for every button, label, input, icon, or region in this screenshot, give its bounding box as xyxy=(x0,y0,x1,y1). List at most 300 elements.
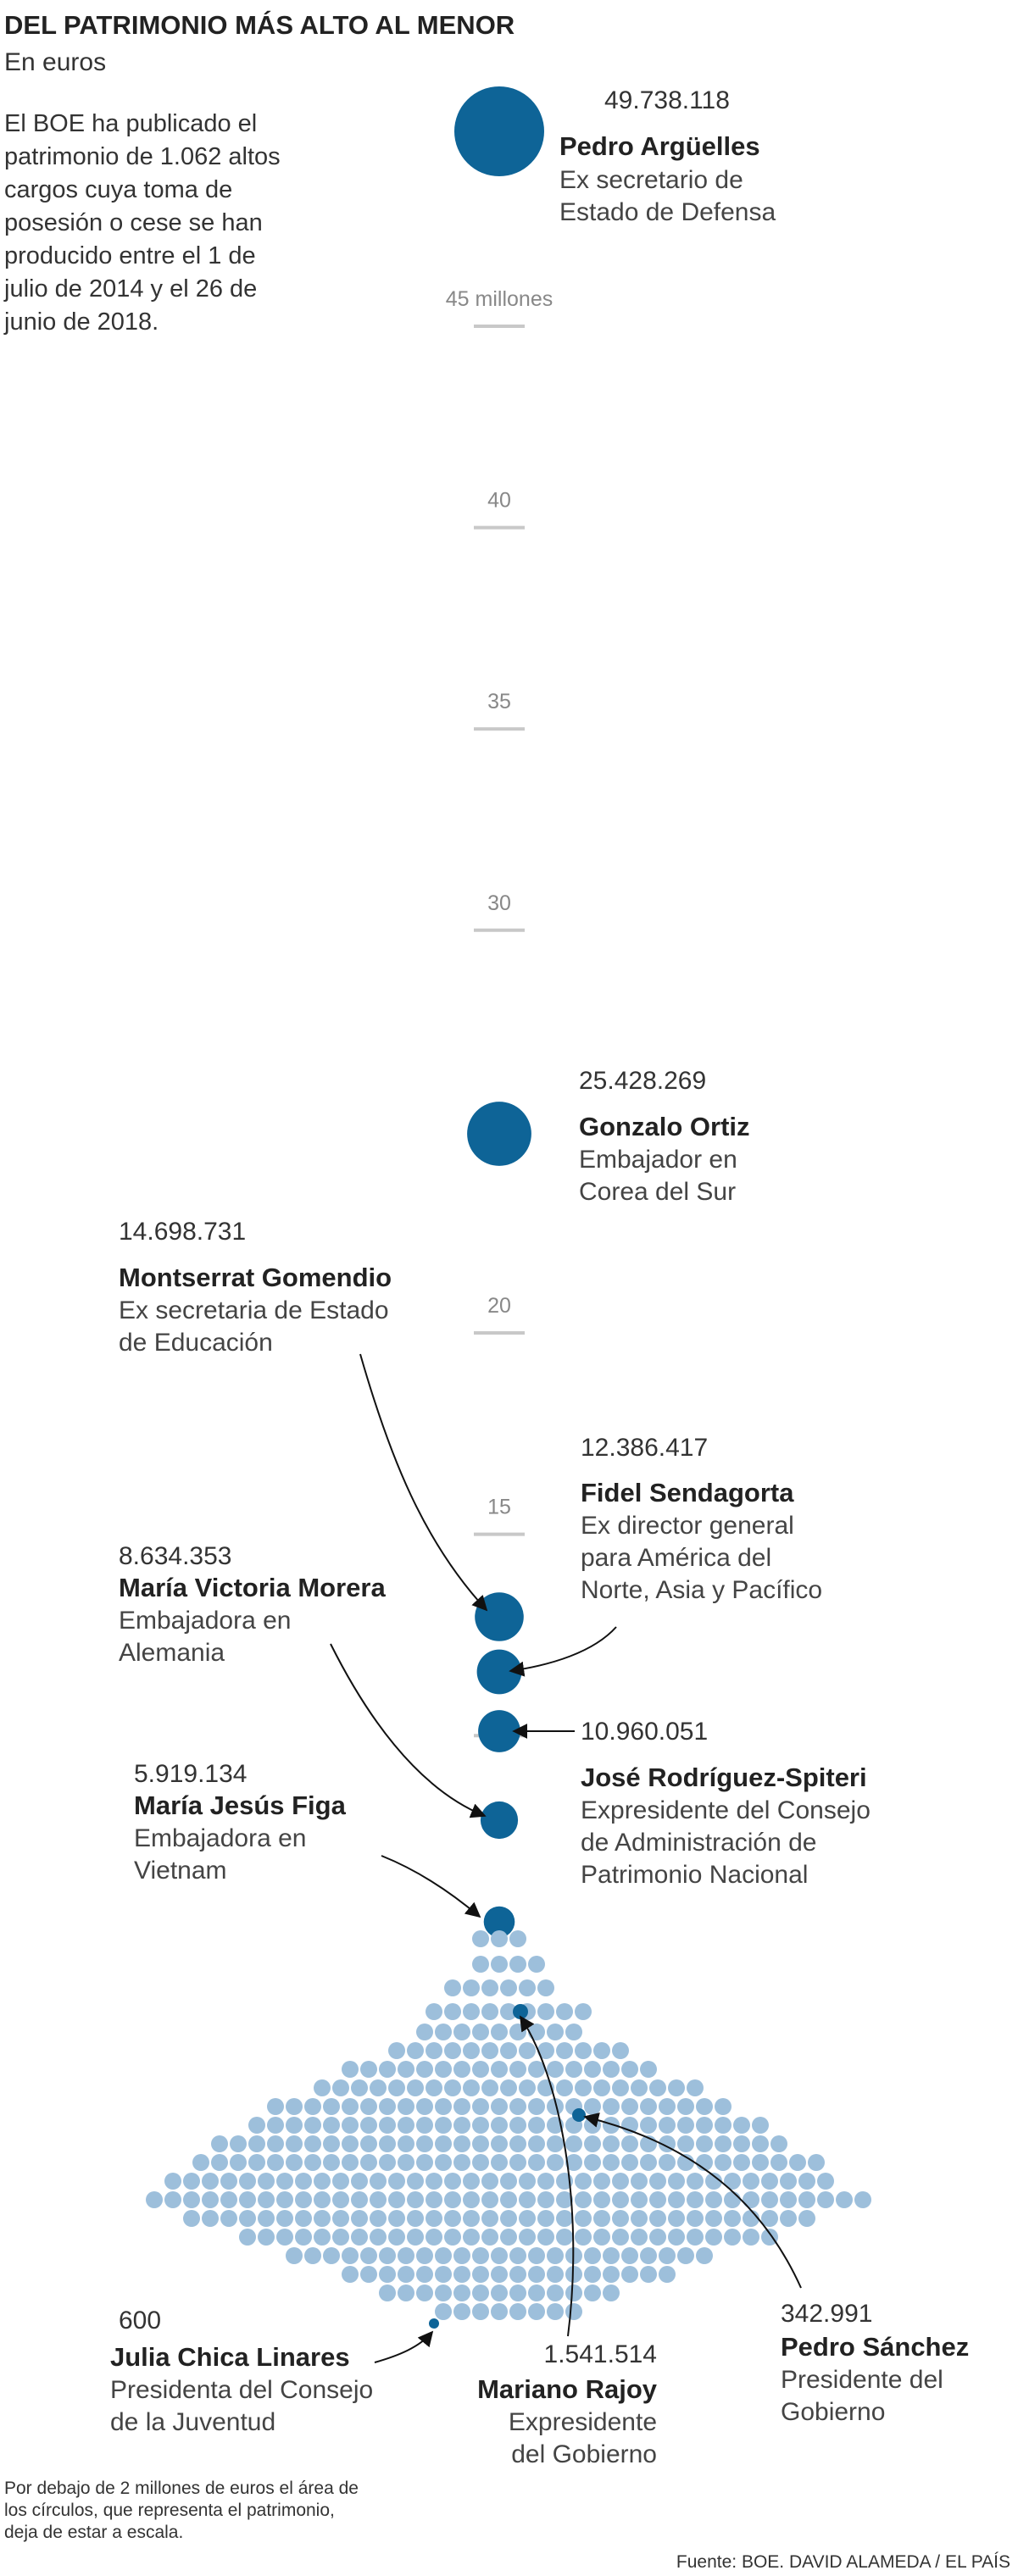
swarm-dot xyxy=(743,2173,759,2190)
swarm-dot xyxy=(752,2135,769,2152)
swarm-dot xyxy=(528,2024,545,2040)
swarm-dot xyxy=(463,2210,480,2227)
swarm-dot xyxy=(304,2098,321,2115)
intro-line: patrimonio de 1.062 altos xyxy=(4,143,281,170)
swarm-dot xyxy=(314,2229,331,2246)
swarm-dot xyxy=(416,2098,433,2115)
swarm-dot xyxy=(332,2229,349,2246)
swarm-dot xyxy=(528,2117,545,2134)
swarm-dot xyxy=(379,2117,396,2134)
person-name: Julia Chica Linares xyxy=(110,2342,350,2372)
dot-gomendio xyxy=(475,1592,524,1641)
swarm-dot xyxy=(584,2154,601,2171)
swarm-dot xyxy=(230,2154,247,2171)
person-role: Norte, Asia y Pacífico xyxy=(581,1576,823,1604)
swarm-dot xyxy=(603,2061,620,2078)
swarm-dot xyxy=(584,2135,601,2152)
swarm-dot xyxy=(286,2135,303,2152)
tick-label: 45 millones xyxy=(445,287,554,311)
swarm-dot xyxy=(472,1956,489,1973)
swarm-dot xyxy=(472,2303,489,2320)
swarm-dot xyxy=(770,2154,787,2171)
swarm-dot xyxy=(798,2173,815,2190)
swarm-dot xyxy=(267,2135,284,2152)
swarm-dot xyxy=(743,2229,759,2246)
swarm-dot xyxy=(416,2285,433,2301)
person-role: Ex secretaria de Estado xyxy=(119,1296,389,1324)
swarm-dot xyxy=(509,2098,526,2115)
swarm-dot xyxy=(435,2266,452,2283)
intro-line: producido entre el 1 de xyxy=(4,242,256,269)
swarm-dot xyxy=(612,2079,629,2096)
swarm-dot xyxy=(472,1930,489,1947)
swarm-dot xyxy=(556,2079,573,2096)
swarm-dot xyxy=(248,2117,265,2134)
swarm-dot xyxy=(593,2191,610,2208)
swarm-dot xyxy=(575,2210,592,2227)
swarm-dot xyxy=(640,2266,657,2283)
person-role: Expresidente xyxy=(508,2408,657,2436)
swarm-dots xyxy=(146,1930,871,2320)
person-role: Corea del Sur xyxy=(579,1178,737,1206)
swarm-dot xyxy=(276,2173,293,2190)
swarm-dot xyxy=(276,2229,293,2246)
swarm-dot xyxy=(342,2135,359,2152)
swarm-dot xyxy=(621,2135,638,2152)
swarm-dot xyxy=(481,1979,498,1996)
swarm-dot xyxy=(463,2079,480,2096)
swarm-dot xyxy=(239,2229,256,2246)
swarm-dot xyxy=(584,2061,601,2078)
swarm-dot xyxy=(360,2154,377,2171)
swarm-dot xyxy=(258,2191,275,2208)
swarm-dot xyxy=(416,2117,433,2134)
swarm-dot xyxy=(575,2173,592,2190)
swarm-dot xyxy=(519,1979,536,1996)
swarm-dot xyxy=(444,2191,461,2208)
swarm-dot xyxy=(537,2210,554,2227)
swarm-dot xyxy=(472,2247,489,2264)
swarm-dot xyxy=(659,2154,676,2171)
swarm-dot xyxy=(659,2098,676,2115)
swarm-dot xyxy=(584,2098,601,2115)
swarm-dot xyxy=(435,2117,452,2134)
swarm-dot xyxy=(575,2191,592,2208)
swarm-dot xyxy=(239,2191,256,2208)
person-role: del Gobierno xyxy=(511,2440,657,2468)
swarm-dot xyxy=(593,2042,610,2059)
tick-label: 35 xyxy=(487,690,511,714)
swarm-dot xyxy=(453,2266,470,2283)
swarm-dot xyxy=(398,2154,414,2171)
swarm-dot xyxy=(453,2285,470,2301)
swarm-dot xyxy=(416,2247,433,2264)
swarm-dot xyxy=(398,2061,414,2078)
person-role: de Administración de xyxy=(581,1829,817,1857)
swarm-dot xyxy=(314,2079,331,2096)
swarm-dot xyxy=(547,2061,564,2078)
swarm-dot xyxy=(808,2154,825,2171)
swarm-dot xyxy=(416,2061,433,2078)
person-name: José Rodríguez-Spiteri xyxy=(581,1763,867,1792)
swarm-dot xyxy=(640,2247,657,2264)
value-label: 49.738.118 xyxy=(604,86,730,114)
label-figa xyxy=(134,1760,347,1885)
swarm-dot xyxy=(304,2117,321,2134)
swarm-dot xyxy=(547,2266,564,2283)
label-sendagorta xyxy=(581,1434,822,1604)
swarm-dot xyxy=(621,2247,638,2264)
dot-ortiz xyxy=(467,1102,531,1166)
swarm-dot xyxy=(715,2117,732,2134)
swarm-dot xyxy=(463,2042,480,2059)
swarm-dot xyxy=(472,2117,489,2134)
swarm-dot xyxy=(528,2303,545,2320)
swarm-dot xyxy=(715,2135,732,2152)
swarm-dot xyxy=(715,2098,732,2115)
arrow-chica xyxy=(375,2332,432,2362)
person-role: para América del xyxy=(581,1544,772,1572)
swarm-dot xyxy=(612,2229,629,2246)
swarm-dot xyxy=(370,2191,387,2208)
person-role: de Educación xyxy=(119,1329,273,1357)
footnote-line: Por debajo de 2 millones de euros el área de xyxy=(4,2479,359,2498)
person-role: de la Juventud xyxy=(110,2408,276,2436)
swarm-dot xyxy=(649,2079,666,2096)
swarm-dot xyxy=(267,2098,284,2115)
swarm-dot xyxy=(202,2173,219,2190)
tick-label: 40 xyxy=(487,488,511,513)
swarm-dot xyxy=(481,2042,498,2059)
swarm-dot xyxy=(444,2042,461,2059)
swarm-dot xyxy=(537,2003,554,2020)
swarm-dot xyxy=(621,2098,638,2115)
person-role: Ex director general xyxy=(581,1512,794,1540)
swarm-dot xyxy=(509,2285,526,2301)
swarm-dot xyxy=(453,2024,470,2040)
swarm-dot xyxy=(584,2266,601,2283)
swarm-dot xyxy=(481,2191,498,2208)
swarm-dot xyxy=(407,2191,424,2208)
swarm-dot xyxy=(668,2210,685,2227)
swarm-dot xyxy=(491,2135,508,2152)
swarm-dot xyxy=(649,2210,666,2227)
swarm-dot xyxy=(258,2229,275,2246)
swarm-dot xyxy=(379,2285,396,2301)
swarm-dot xyxy=(780,2191,797,2208)
swarm-dot xyxy=(752,2117,769,2134)
swarm-dot xyxy=(537,2191,554,2208)
swarm-dot xyxy=(519,2173,536,2190)
swarm-dot xyxy=(565,2303,582,2320)
swarm-dot xyxy=(836,2191,853,2208)
swarm-dot xyxy=(547,2303,564,2320)
chart-title: DEL PATRIMONIO MÁS ALTO AL MENOR xyxy=(4,10,515,40)
swarm-dot xyxy=(519,2191,536,2208)
swarm-dot xyxy=(640,2061,657,2078)
swarm-dot xyxy=(491,2098,508,2115)
swarm-dot xyxy=(220,2173,237,2190)
swarm-dot xyxy=(453,2303,470,2320)
swarm-dot xyxy=(705,2210,722,2227)
person-role: Alemania xyxy=(119,1639,225,1667)
swarm-dot xyxy=(509,2247,526,2264)
swarm-dot xyxy=(453,2154,470,2171)
swarm-dot xyxy=(528,1956,545,1973)
swarm-dot xyxy=(715,2154,732,2171)
swarm-dot xyxy=(276,2191,293,2208)
swarm-dot xyxy=(491,2285,508,2301)
value-label: 600 xyxy=(119,2307,162,2334)
swarm-dot xyxy=(603,2135,620,2152)
swarm-dot xyxy=(565,2135,582,2152)
tick-label: 30 xyxy=(487,891,511,915)
person-role: Embajadora en xyxy=(119,1607,292,1635)
swarm-dot xyxy=(398,2135,414,2152)
swarm-dot xyxy=(743,2191,759,2208)
swarm-dot xyxy=(687,2173,704,2190)
swarm-dot xyxy=(603,2098,620,2115)
swarm-dot xyxy=(528,2266,545,2283)
swarm-dot xyxy=(379,2061,396,2078)
swarm-dot xyxy=(724,2210,741,2227)
swarm-dot xyxy=(472,2061,489,2078)
swarm-dot xyxy=(509,2117,526,2134)
swarm-dot xyxy=(267,2154,284,2171)
intro-line: cargos cuya toma de xyxy=(4,176,233,203)
swarm-dot xyxy=(631,2079,648,2096)
swarm-dot xyxy=(342,2061,359,2078)
swarm-dot xyxy=(584,2285,601,2301)
swarm-dot xyxy=(519,2042,536,2059)
swarm-dot xyxy=(407,2042,424,2059)
footnote xyxy=(4,2479,359,2542)
swarm-dot xyxy=(640,2098,657,2115)
swarm-dot xyxy=(752,2154,769,2171)
swarm-dot xyxy=(360,2117,377,2134)
swarm-dot xyxy=(444,1979,461,1996)
intro-line: El BOE ha publicado el xyxy=(4,110,258,137)
swarm-dot xyxy=(435,2024,452,2040)
swarm-dot xyxy=(491,2061,508,2078)
swarm-dot xyxy=(668,2079,685,2096)
swarm-dot xyxy=(258,2210,275,2227)
swarm-dot xyxy=(304,2247,321,2264)
swarm-dot xyxy=(239,2210,256,2227)
swarm-dot xyxy=(342,2098,359,2115)
dot-morera xyxy=(481,1802,518,1839)
swarm-dot xyxy=(379,2135,396,2152)
swarm-dot xyxy=(761,2173,778,2190)
person-role: Gobierno xyxy=(781,2398,886,2426)
swarm-dot xyxy=(370,2173,387,2190)
swarm-dot xyxy=(416,2024,433,2040)
swarm-dot xyxy=(351,2229,368,2246)
swarm-dot xyxy=(509,1930,526,1947)
swarm-dot xyxy=(295,2210,312,2227)
swarm-dot xyxy=(724,2191,741,2208)
swarm-dot xyxy=(556,2229,573,2246)
intro-text xyxy=(3,110,281,336)
swarm-dot xyxy=(304,2154,321,2171)
swarm-dot xyxy=(472,2285,489,2301)
swarm-dot xyxy=(509,2135,526,2152)
swarm-dot xyxy=(509,2154,526,2171)
swarm-dot xyxy=(398,2117,414,2134)
swarm-dot xyxy=(677,2247,694,2264)
person-role: Ex secretario de xyxy=(559,166,743,194)
value-label: 5.919.134 xyxy=(134,1760,248,1788)
swarm-dot xyxy=(631,2229,648,2246)
swarm-dot xyxy=(472,2154,489,2171)
swarm-dot xyxy=(668,2173,685,2190)
swarm-dot xyxy=(631,2191,648,2208)
swarm-dot xyxy=(323,2154,340,2171)
swarm-dot xyxy=(509,1956,526,1973)
swarm-dot xyxy=(164,2173,181,2190)
tick-label: 20 xyxy=(487,1294,511,1318)
swarm-dot xyxy=(621,2154,638,2171)
value-label: 10.960.051 xyxy=(581,1718,709,1746)
swarm-dot xyxy=(220,2210,237,2227)
swarm-dot xyxy=(556,2042,573,2059)
person-role: Presidente del xyxy=(781,2366,943,2394)
label-rajoy xyxy=(477,2340,658,2468)
swarm-dot xyxy=(575,2042,592,2059)
swarm-dot xyxy=(631,2210,648,2227)
swarm-dot xyxy=(276,2210,293,2227)
person-role: Patrimonio Nacional xyxy=(581,1861,809,1889)
highlighted-dots xyxy=(454,86,544,1937)
swarm-dot xyxy=(416,2135,433,2152)
swarm-dot xyxy=(705,2191,722,2208)
swarm-dot xyxy=(537,1979,554,1996)
value-label: 12.386.417 xyxy=(581,1434,709,1462)
swarm-dot xyxy=(407,2079,424,2096)
swarm-dot xyxy=(640,2117,657,2134)
swarm-dot xyxy=(379,2247,396,2264)
swarm-dot xyxy=(500,2210,517,2227)
swarm-dot xyxy=(696,2247,713,2264)
swarm-dot xyxy=(379,2098,396,2115)
swarm-dot xyxy=(444,2210,461,2227)
dot-chica xyxy=(429,2318,439,2329)
swarm-dot xyxy=(696,2117,713,2134)
value-label: 25.428.269 xyxy=(579,1067,707,1095)
source-credit: Fuente: BOE. DAVID ALAMEDA / EL PAÍS xyxy=(676,2552,1010,2572)
footnote-line: deja de estar a escala. xyxy=(4,2523,184,2542)
person-role: Presidenta del Consejo xyxy=(110,2376,374,2404)
tick-label: 15 xyxy=(487,1495,511,1519)
swarm-dot xyxy=(593,2229,610,2246)
swarm-dot xyxy=(426,2079,442,2096)
footnote-line: los círculos, que representa el patrimonio, xyxy=(4,2501,335,2520)
swarm-dot xyxy=(575,2229,592,2246)
person-role: Embajador en xyxy=(579,1146,737,1174)
swarm-dot xyxy=(314,2173,331,2190)
dot-arguelles xyxy=(454,86,544,176)
swarm-dot xyxy=(528,2247,545,2264)
swarm-dot xyxy=(342,2117,359,2134)
swarm-dot xyxy=(556,2003,573,2020)
swarm-dot xyxy=(509,2061,526,2078)
swarm-dot xyxy=(593,2079,610,2096)
swarm-dot xyxy=(491,2154,508,2171)
swarm-dot xyxy=(332,2173,349,2190)
swarm-dot xyxy=(304,2135,321,2152)
swarm-dot xyxy=(603,2247,620,2264)
swarm-dot xyxy=(659,2266,676,2283)
swarm-dot xyxy=(547,2135,564,2152)
label-ortiz xyxy=(579,1067,750,1206)
swarm-dot xyxy=(453,2061,470,2078)
swarm-dot xyxy=(370,2210,387,2227)
swarm-dot xyxy=(211,2135,228,2152)
swarm-dot xyxy=(649,2173,666,2190)
swarm-dot xyxy=(798,2191,815,2208)
swarm-dot xyxy=(621,2266,638,2283)
swarm-dot xyxy=(444,2079,461,2096)
swarm-dot xyxy=(416,2266,433,2283)
swarm-dot xyxy=(342,2247,359,2264)
swarm-dot xyxy=(453,2117,470,2134)
swarm-dot xyxy=(789,2154,806,2171)
swarm-dot xyxy=(593,2210,610,2227)
swarm-dot xyxy=(603,2266,620,2283)
swarm-dot xyxy=(491,2117,508,2134)
swarm-dot xyxy=(286,2117,303,2134)
swarm-dot xyxy=(631,2173,648,2190)
swarm-dot xyxy=(360,2266,377,2283)
dot-sendagorta xyxy=(477,1650,522,1695)
swarm-dot xyxy=(696,2135,713,2152)
swarm-dot xyxy=(584,2247,601,2264)
intro-line: junio de 2018. xyxy=(4,308,159,336)
swarm-dot xyxy=(705,2229,722,2246)
swarm-dot xyxy=(342,2154,359,2171)
swarm-dot xyxy=(481,2003,498,2020)
swarm-dot xyxy=(453,2135,470,2152)
intro-line: posesión o cese se han xyxy=(4,209,263,236)
intro-line: julio de 2014 y el 26 de xyxy=(4,275,258,303)
swarm-dot xyxy=(398,2266,414,2283)
swarm-dot xyxy=(677,2098,694,2115)
swarm-dot xyxy=(164,2191,181,2208)
swarm-dot xyxy=(351,2079,368,2096)
swarm-dot xyxy=(388,2042,405,2059)
swarm-dot xyxy=(220,2191,237,2208)
swarm-dot xyxy=(379,2266,396,2283)
swarm-dot xyxy=(770,2135,787,2152)
swarm-dot xyxy=(612,2191,629,2208)
swarm-dot xyxy=(528,2285,545,2301)
swarm-dot xyxy=(202,2210,219,2227)
person-role: Expresidente del Consejo xyxy=(581,1796,871,1824)
swarm-dot xyxy=(500,1979,517,1996)
swarm-dot xyxy=(724,2229,741,2246)
swarm-dot xyxy=(780,2173,797,2190)
person-name: Mariano Rajoy xyxy=(477,2374,657,2404)
swarm-dot xyxy=(463,2003,480,2020)
swarm-dot xyxy=(248,2135,265,2152)
swarm-dot xyxy=(500,2042,517,2059)
swarm-dot xyxy=(239,2173,256,2190)
swarm-dot xyxy=(295,2173,312,2190)
swarm-dot xyxy=(407,2229,424,2246)
swarm-dot xyxy=(500,2079,517,2096)
swarm-dot xyxy=(211,2154,228,2171)
swarm-dot xyxy=(388,2210,405,2227)
